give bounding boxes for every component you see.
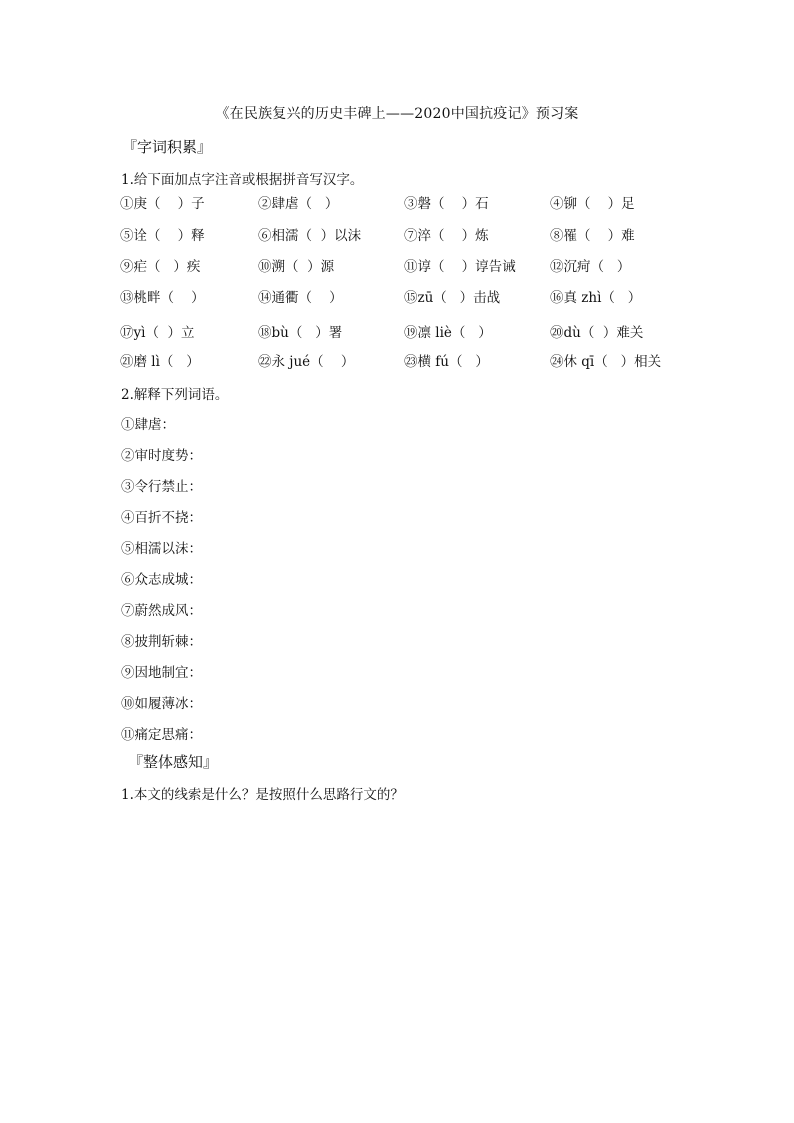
item-cell: ㉒永 jué（ ） — [258, 354, 355, 370]
item-cell: ⑤诠（ ）释 — [120, 228, 205, 244]
definition-item: ③令行禁止： — [121, 479, 202, 495]
item-cell: ①庚（ ）子 — [120, 196, 205, 212]
definition-item: ②审时度势： — [121, 448, 202, 464]
item-cell: ⑥相濡（ ）以沫 — [258, 228, 362, 244]
definition-item: ④百折不挠： — [121, 510, 202, 526]
definition-item: ⑧披荆斩棘： — [121, 634, 202, 650]
item-cell: ㉔休 qī（ ）相关 — [550, 354, 662, 370]
item-cell: ⑭通衢（ ） — [258, 290, 343, 306]
item-cell: ㉓横 fú（ ） — [404, 354, 489, 370]
item-cell: ④铆（ ）足 — [550, 196, 635, 212]
item-cell: ⑧罹（ ）难 — [550, 228, 635, 244]
item-cell: ③磐（ ）石 — [404, 196, 489, 212]
item-cell: ⑨疟（ ）疾 — [120, 259, 201, 275]
definition-item: ⑦蔚然成风： — [121, 603, 202, 619]
definition-item: ⑤相濡以沫： — [121, 541, 202, 557]
item-cell: ⑦淬（ ）炼 — [404, 228, 489, 244]
item-cell: ⑲凛 liè（ ） — [404, 325, 492, 341]
section-heading-vocabulary: 『字词积累』 — [122, 138, 213, 156]
section-heading-overall: 『整体感知』 — [128, 753, 219, 771]
item-row — [0, 192, 794, 214]
item-row — [0, 224, 794, 246]
definition-item: ⑨因地制宜： — [121, 665, 202, 681]
item-cell: ⑳dù（ ）难关 — [550, 325, 644, 341]
item-cell: ㉑磨 lì（ ） — [120, 354, 200, 370]
item-cell: ⑩溯（ ）源 — [258, 259, 335, 275]
item-row — [0, 321, 794, 343]
item-row — [0, 255, 794, 277]
definition-item: ⑩如履薄冰： — [121, 696, 202, 712]
question-3-prompt: 1.本文的线索是什么？是按照什么思路行文的？ — [121, 787, 404, 803]
item-cell: ⑮zū（ ）击战 — [404, 290, 501, 306]
item-cell: ⑰yì（ ）立 — [120, 325, 195, 341]
item-cell: ⑪谆（ ）谆告诫 — [404, 259, 516, 275]
item-cell: ⑫沉疴（ ） — [550, 259, 631, 275]
definition-item: ⑪痛定思痛： — [121, 727, 202, 743]
item-cell: ②肆虐（ ） — [258, 196, 339, 212]
definition-item: ①肆虐： — [121, 417, 175, 433]
question-2-prompt: 2.解释下列词语。 — [121, 387, 229, 403]
item-row — [0, 350, 794, 372]
question-1-prompt: 1.给下面加点字注音或根据拼音写汉字。 — [121, 172, 364, 188]
definition-item: ⑥众志成城： — [121, 572, 202, 588]
page-title: 《在民族复兴的历史丰碑上——2020中国抗疫记》预习案 — [215, 106, 579, 122]
item-cell: ⑯真 zhì（ ） — [550, 290, 642, 306]
item-row — [0, 286, 794, 308]
item-cell: ⑱bù（ ）署 — [258, 325, 343, 341]
item-cell: ⑬桃畔（ ） — [120, 290, 205, 306]
